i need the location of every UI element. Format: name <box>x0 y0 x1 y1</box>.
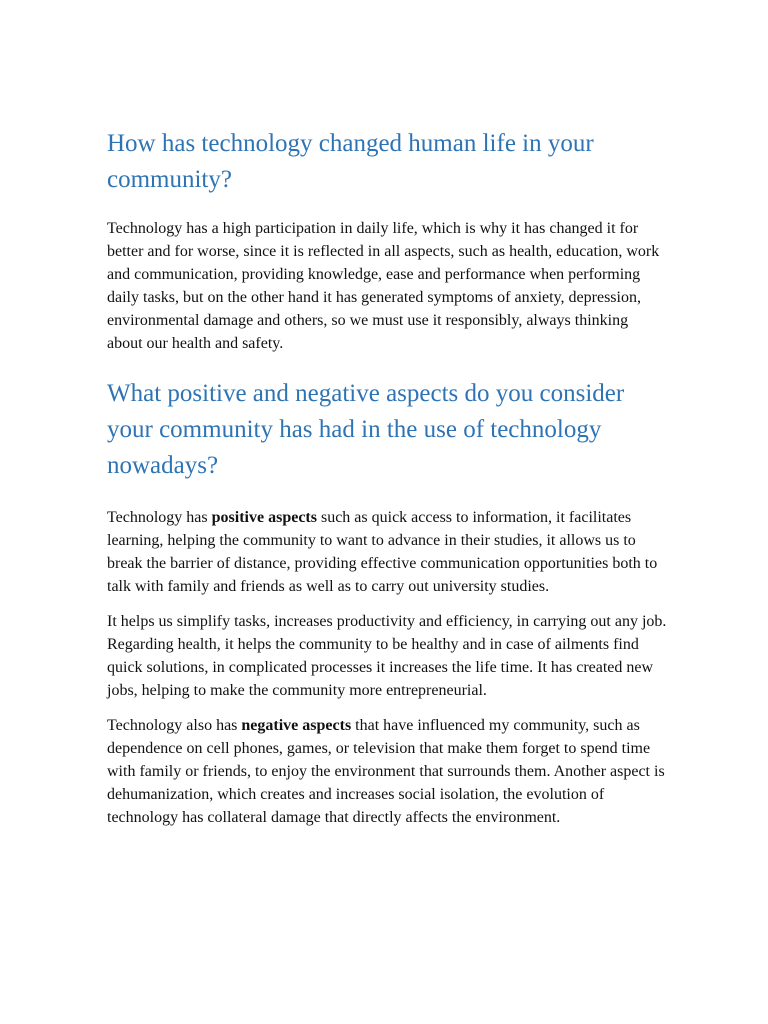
positive-aspects-emphasis: positive aspects <box>211 509 317 526</box>
paragraph-simplify-tasks: It helps us simplify tasks, increases productivity and efficiency, in carrying out any job. Regarding health, it helps the community to be healthy and in case of ailments find quick solutions, in complicated processes it increases the life time. It has created new jobs, helping to make the community more entrepreneurial. <box>107 613 667 699</box>
heading-technology-changed-life: How has technology changed human life in your community? <box>107 130 594 193</box>
paragraph-positive-aspects-lead: Technology has <box>107 509 212 526</box>
paragraph-positive-aspects <box>107 506 667 598</box>
paragraph-negative-aspects-rest: that have influenced my community, such as dependence on cell phones, games, or television that make them forget to spend time with family or friends, to enjoy the environment that surrounds them. Another aspect is dehumanization, which creates and increases social isolation, the evolution of technology has collateral damage that directly affects the environment. <box>107 717 665 826</box>
negative-aspects-emphasis: negative aspects <box>241 717 352 734</box>
paragraph-positive-aspects-rest: such as quick access to information, it facilitates learning, helping the community to want to advance in their studies, it allows us to break the barrier of distance, providing effective communication opportunities both to talk with family and friends as well as to carry out university studies. <box>107 509 658 595</box>
heading-positive-negative-aspects: What positive and negative aspects do you consider your community has had in the use of technology nowadays? <box>107 380 625 479</box>
paragraph-technology-participation: Technology has a high participation in daily life, which is why it has changed it for better and for worse, since it is reflected in all aspects, such as health, education, work and communication, providing knowledge, ease and performance when performing daily tasks, but on the other hand it has generated symptoms of anxiety, depression, environmental damage and others, so we must use it responsibly, always thinking about our health and safety. <box>107 220 660 352</box>
paragraph-negative-aspects-lead: Technology also has <box>107 717 242 734</box>
document-page <box>107 126 667 829</box>
paragraph-negative-aspects <box>107 714 667 829</box>
